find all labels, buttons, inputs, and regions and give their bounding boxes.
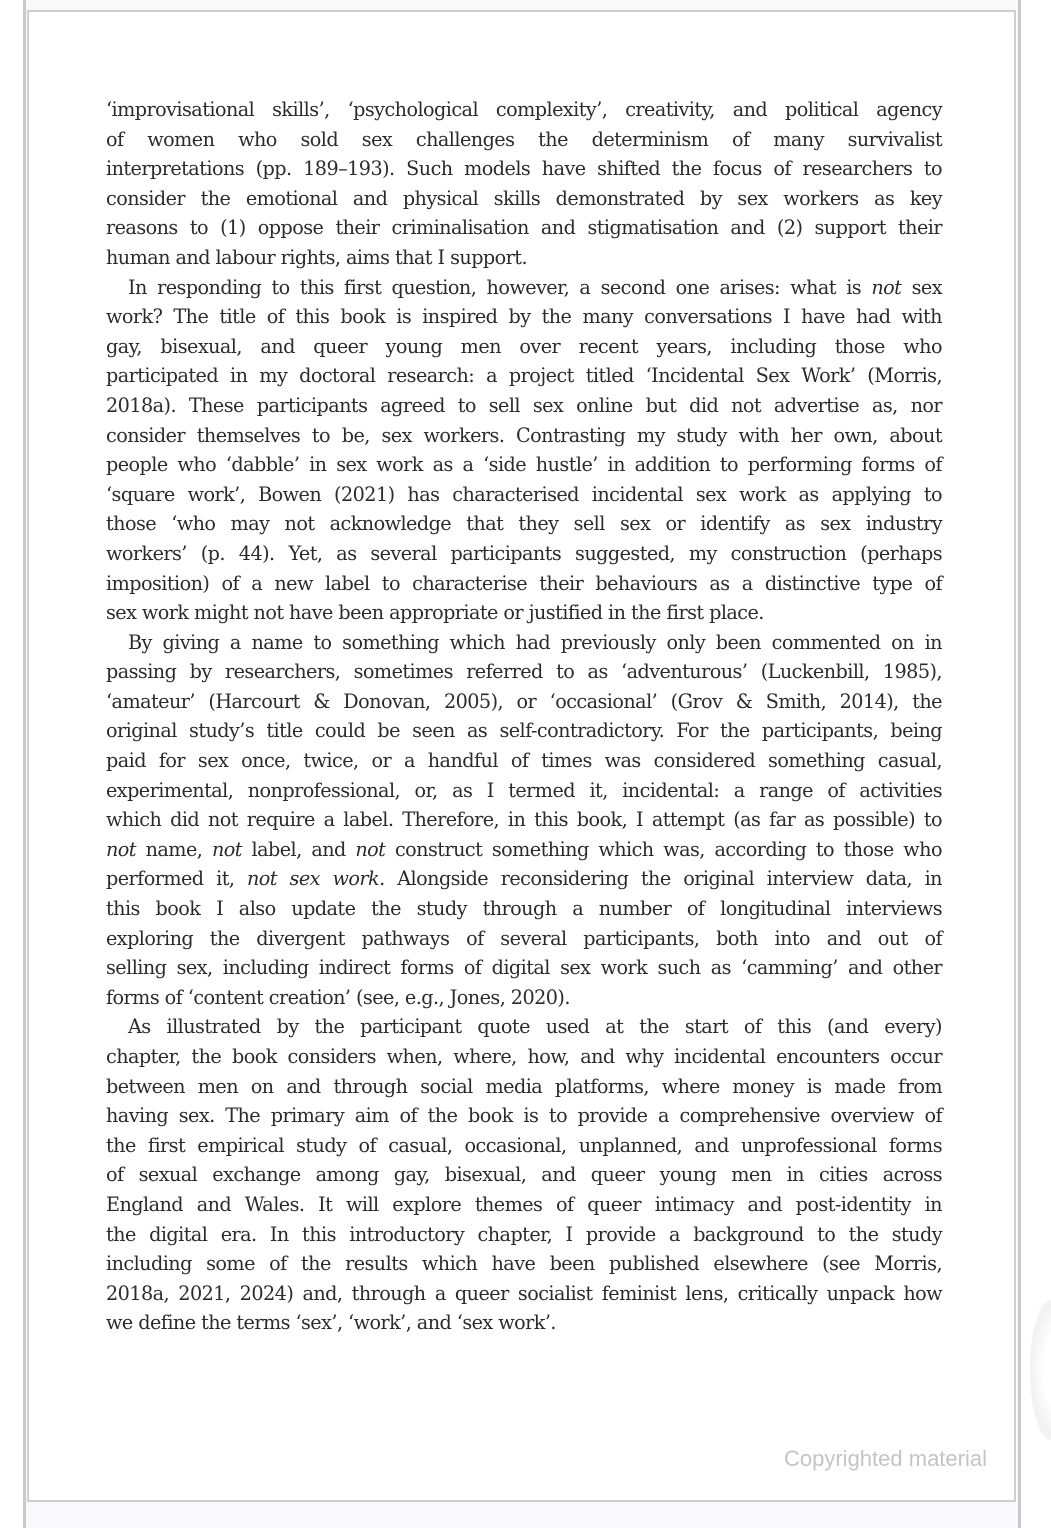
paragraph [106, 273, 942, 628]
text-line: of women who sold sex challenges the determinism of many survivalist [106, 127, 942, 151]
paragraph [106, 628, 942, 1013]
paragraph [106, 1012, 942, 1338]
text-line: work? The title of this book is inspired by the many conversations I have had with [106, 305, 942, 329]
text-line: reasons to (1) oppose their criminalisation and stigmatisation and (2) support their [106, 216, 942, 240]
text-line: participated in my doctoral research: a project titled ‘Incidental Sex Work’ (Morris, [106, 364, 942, 388]
text-line: passing by researchers, sometimes referred to as ‘adventurous’ (Luckenbill, 1985), [106, 660, 942, 684]
text-line: of sexual exchange among gay, bisexual, and queer young men in cities across [106, 1163, 942, 1187]
text-line: the digital era. In this introductory chapter, I provide a background to the study [106, 1222, 942, 1246]
text-line: performed it, not sex work. Alongside reconsidering the original interview data, in [106, 867, 942, 891]
text-line: interpretations (pp. 189–193). Such models have shifted the focus of researchers to [106, 157, 942, 181]
text-line: which did not require a label. Therefore, in this book, I attempt (as far as possible) to [106, 808, 942, 832]
text-line: imposition) of a new label to characterise their behaviours as a distinctive type of [106, 571, 942, 595]
text-line: people who ‘dabble’ in sex work as a ‘side hustle’ in addition to performing forms of [106, 453, 942, 477]
text-line: those ‘who may not acknowledge that they sell sex or identify as sex industry [106, 512, 942, 536]
text-line: including some of the results which have been published elsewhere (see Morris, [106, 1252, 942, 1276]
text-line: the first empirical study of casual, occasional, unplanned, and unprofessional forms [106, 1133, 942, 1157]
body-text [106, 95, 942, 1338]
paragraph [106, 95, 942, 273]
text-line: between men on and through social media platforms, where money is made from [106, 1074, 942, 1098]
emphasis: not [355, 837, 386, 861]
text-line: In responding to this first question, however, a second one arises: what is not sex [128, 275, 942, 299]
text-line: 2018a, 2021, 2024) and, through a queer socialist feminist lens, critically unpack how [106, 1281, 942, 1305]
emphasis: not [871, 275, 902, 299]
text-line: gay, bisexual, and queer young men over recent years, including those who [106, 334, 942, 358]
text-line: this book I also update the study through a number of longitudinal interviews [106, 897, 942, 921]
text-line: experimental, nonprofessional, or, as I termed it, incidental: a range of activities [106, 778, 942, 802]
text-line: we define the terms ‘sex’, ‘work’, and ‘sex work’. [106, 1311, 556, 1335]
text-line: sex work might not have been appropriate or justified in the first place. [106, 601, 764, 625]
text-line: ‘improvisational skills’, ‘psychological complexity’, creativity, and political agency [106, 98, 942, 121]
text-line: chapter, the book considers when, where, how, and why incidental encounters occur [106, 1045, 942, 1068]
text-line: human and labour rights, aims that I support. [106, 245, 527, 269]
text-line: consider the emotional and physical skills demonstrated by sex workers as key [106, 186, 942, 210]
emphasis: not [106, 837, 136, 861]
text-line: original study’s title could be seen as self-contradictory. For the participants, being [106, 719, 942, 743]
text-line: ‘square work’, Bowen (2021) has characterised incidental sex work as applying to [106, 482, 942, 506]
emphasis: not sex work [247, 867, 380, 891]
book-page [27, 10, 1016, 1502]
page-curl-shadow [1030, 1300, 1051, 1440]
text-line: 2018a). These participants agreed to sell sex online but did not advertise as, nor [106, 393, 942, 417]
text-line: selling sex, including indirect forms of digital sex work such as ‘camming’ and other [106, 956, 942, 980]
text-line: By giving a name to something which had previously only been commented on in [128, 630, 942, 654]
text-line: paid for sex once, twice, or a handful of times was considered something casual, [106, 749, 942, 773]
text-line: not name, not label, and not construct something which was, according to those who [106, 837, 942, 861]
text-line: As illustrated by the participant quote used at the start of this (and every) [128, 1015, 942, 1039]
text-line: exploring the divergent pathways of several participants, both into and out of [106, 926, 942, 950]
text-line: ‘amateur’ (Harcourt & Donovan, 2005), or ‘occasional’ (Grov & Smith, 2014), the [106, 689, 942, 713]
text-line: workers’ (p. 44). Yet, as several participants suggested, my construction (perhaps [106, 541, 942, 565]
text-line: forms of ‘content creation’ (see, e.g., Jones, 2020). [106, 985, 570, 1009]
emphasis: not [211, 837, 242, 861]
text-line: England and Wales. It will explore themes of queer intimacy and post-identity in [106, 1192, 942, 1216]
copyright-watermark: Copyrighted material [784, 1446, 987, 1471]
text-line: consider themselves to be, sex workers. Contrasting my study with her own, about [106, 423, 942, 447]
text-line: having sex. The primary aim of the book is to provide a comprehensive overview of [106, 1104, 942, 1128]
